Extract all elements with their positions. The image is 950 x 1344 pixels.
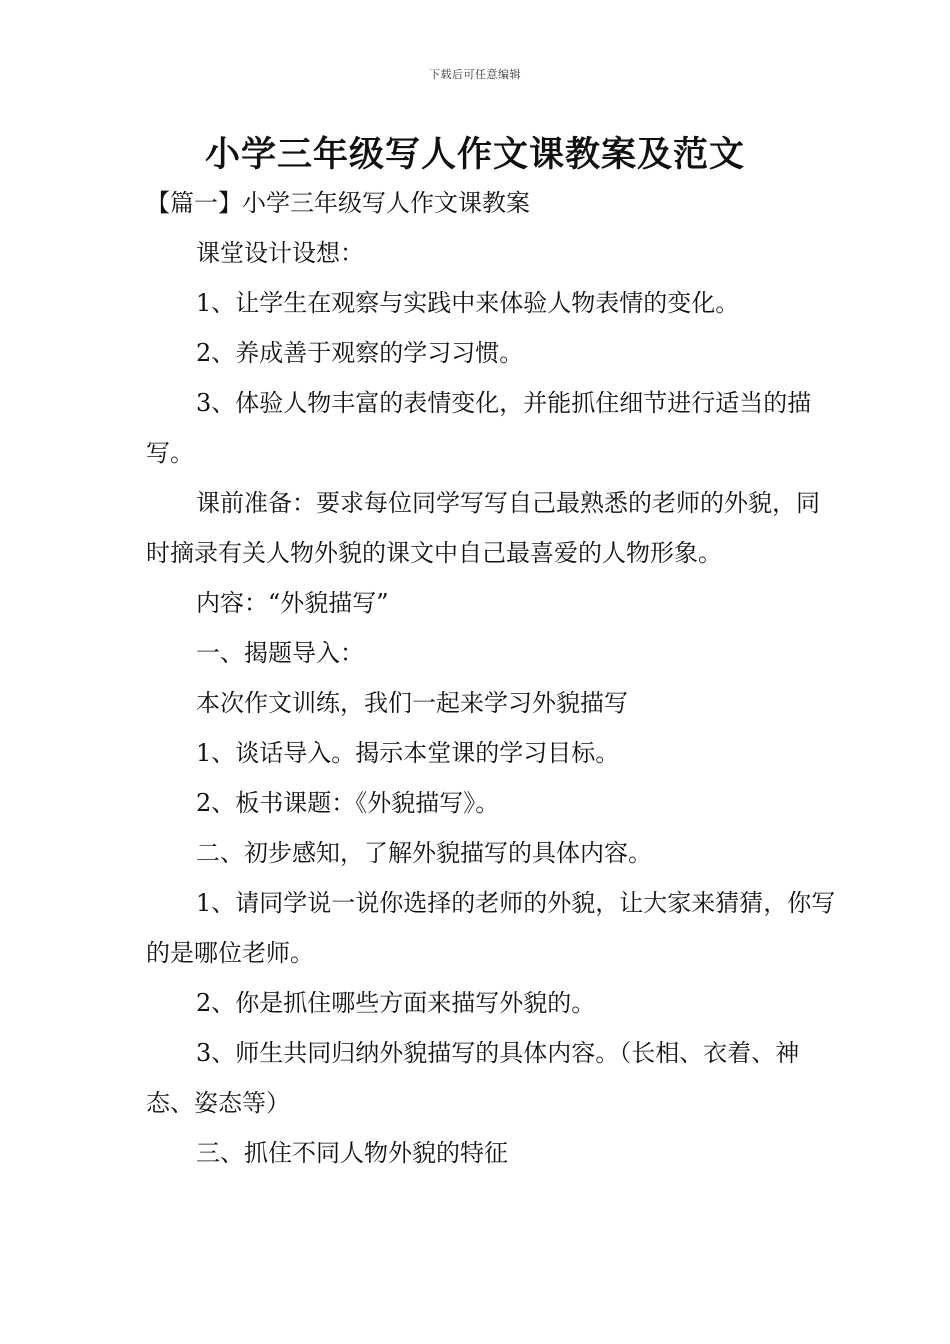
paragraph: 本次作文训练，我们一起来学习外貌描写 (196, 689, 628, 717)
paragraph: 2、你是抓住哪些方面来描写外貌的。 (196, 989, 596, 1017)
paragraph: 1、谈话导入。揭示本堂课的学习目标。 (196, 739, 620, 767)
paragraph: 课堂设计设想： (196, 239, 364, 267)
document-body (146, 178, 836, 1178)
paragraph: 3、师生共同归纳外貌描写的具体内容。（长相、衣着、神态、姿态等） (146, 1039, 800, 1117)
paragraph: 一、揭题导入： (196, 639, 364, 667)
paragraph: 1、请同学说一说你选择的老师的外貌，让大家来猜猜，你写的是哪位老师。 (146, 889, 836, 967)
paragraph: 二、初步感知，了解外貌描写的具体内容。 (196, 839, 652, 867)
paragraph: 内容：“外貌描写” (196, 589, 389, 617)
paragraph: 课前准备：要求每位同学写写自己最熟悉的老师的外貌，同时摘录有关人物外貌的课文中自己最喜爱的人物形象。 (146, 489, 820, 567)
paragraph: 三、抓住不同人物外貌的特征 (196, 1139, 508, 1167)
paragraph: 1、让学生在观察与实践中来体验人物表情的变化。 (196, 289, 740, 317)
paragraph: 2、板书课题：《外貌描写》。 (196, 789, 500, 817)
header-note: 下载后可任意编辑 (429, 68, 521, 81)
paragraph: 3、体验人物丰富的表情变化，并能抓住细节进行适当的描写。 (146, 389, 812, 467)
paragraph: 2、养成善于观察的学习习惯。 (196, 339, 524, 367)
document-title: 小学三年级写人作文课教案及范文 (204, 134, 745, 175)
section-heading: 【篇一】小学三年级写人作文课教案 (146, 189, 530, 217)
